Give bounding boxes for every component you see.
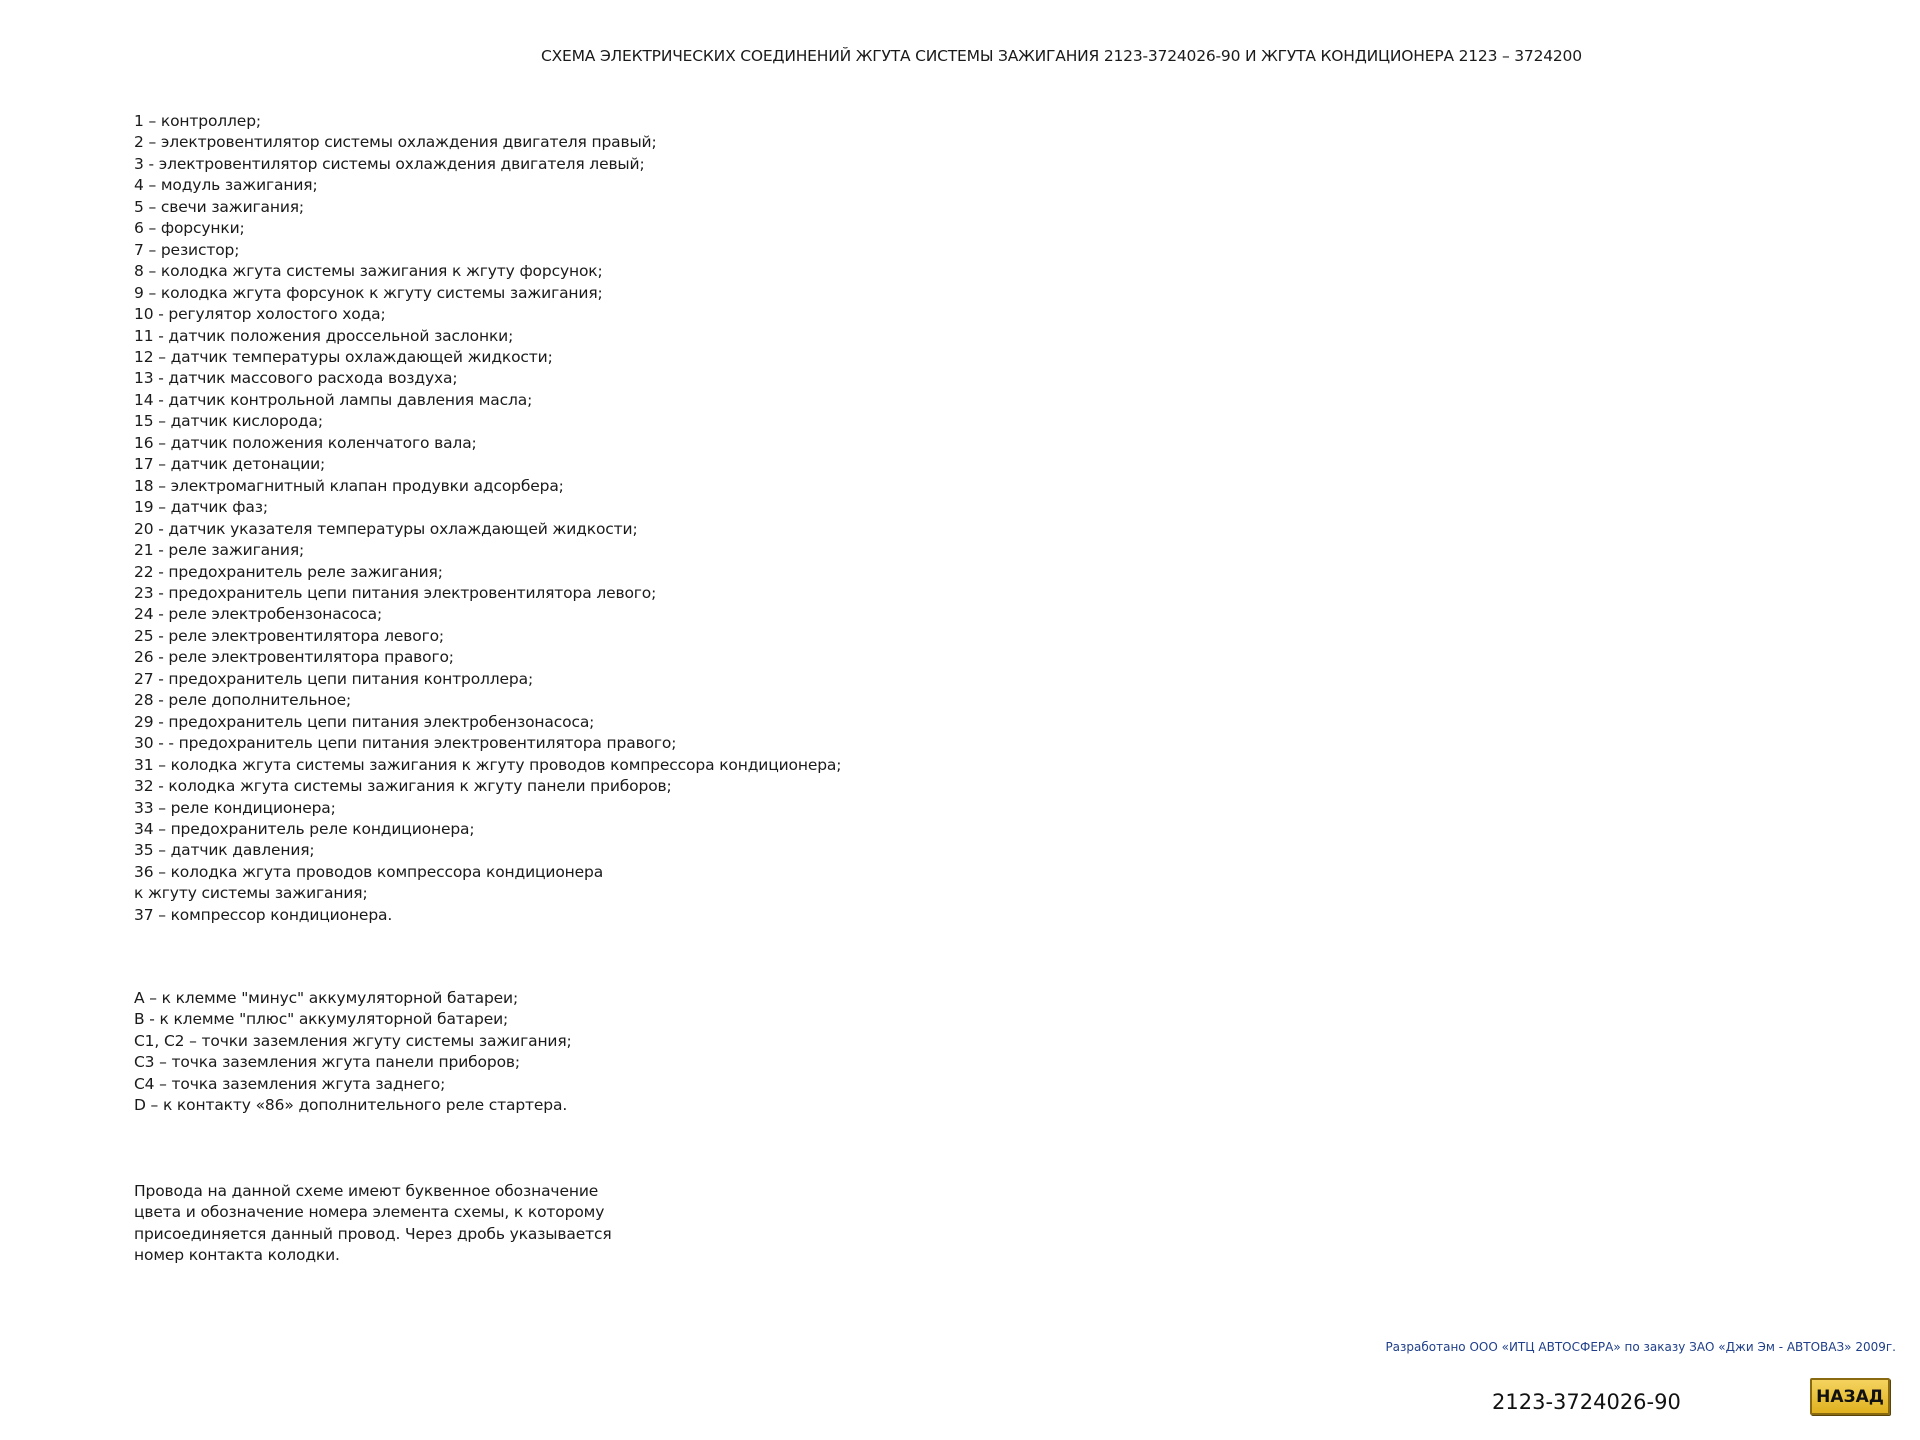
- legend-item: 19 – датчик фаз;: [134, 498, 268, 517]
- back-button[interactable]: НАЗАД: [1810, 1378, 1890, 1415]
- connection-point-item: C4 – точка заземления жгута заднего;: [134, 1074, 446, 1093]
- legend-item: 32 - колодка жгута системы зажигания к жгуту панели приборов;: [134, 777, 672, 796]
- legend-item: 4 – модуль зажигания;: [134, 176, 318, 195]
- legend-item: 30 - - предохранитель цепи питания электровентилятора правого;: [134, 734, 677, 753]
- legend-item: 2 – электровентилятор системы охлаждения двигателя правый;: [134, 133, 657, 152]
- legend-item: 22 - предохранитель реле зажигания;: [134, 562, 443, 581]
- connection-point-item: C1, C2 – точки заземления жгуту системы зажигания;: [134, 1031, 572, 1050]
- document-code: 2123-3724026-90: [1492, 1390, 1681, 1414]
- legend-item: 9 – колодка жгута форсунок к жгуту системы зажигания;: [134, 283, 603, 302]
- note-line: цвета и обозначение номера элемента схемы, к которому: [134, 1203, 605, 1222]
- legend-item: 13 - датчик массового расхода воздуха;: [134, 369, 458, 388]
- legend-item: 8 – колодка жгута системы зажигания к жгуту форсунок;: [134, 262, 603, 281]
- legend-item: 1 – контроллер;: [134, 112, 261, 130]
- legend-item: 5 – свечи зажигания;: [134, 197, 304, 216]
- legend-item: 24 - реле электробензонасоса;: [134, 605, 383, 624]
- legend-item: 27 - предохранитель цепи питания контроллера;: [134, 669, 534, 688]
- legend-item: 7 – резистор;: [134, 240, 240, 259]
- legend-item: 37 – компрессор кондиционера.: [134, 905, 393, 924]
- legend-item: к жгуту системы зажигания;: [134, 884, 368, 903]
- note-line: номер контакта колодки.: [134, 1246, 340, 1265]
- legend-item: 36 – колодка жгута проводов компрессора кондиционера: [134, 862, 604, 881]
- legend-item: 3 - электровентилятор системы охлаждения двигателя левый;: [134, 154, 645, 173]
- legend-item: 16 – датчик положения коленчатого вала;: [134, 433, 477, 452]
- legend-item: 20 - датчик указателя температуры охлаждающей жидкости;: [134, 519, 638, 538]
- legend-item: 12 – датчик температуры охлаждающей жидкости;: [134, 347, 553, 366]
- legend-item: 18 – электромагнитный клапан продувки адсорбера;: [134, 476, 564, 495]
- element-legend-list: [134, 111, 841, 926]
- connection-point-item: C3 – точка заземления жгута панели приборов;: [134, 1053, 520, 1072]
- legend-item: 35 – датчик давления;: [134, 841, 315, 860]
- legend-item: 31 – колодка жгута системы зажигания к жгуту проводов компрессора кондиционера;: [134, 755, 842, 774]
- page-title: СХЕМА ЭЛЕКТРИЧЕСКИХ СОЕДИНЕНИЙ ЖГУТА СИСТЕМЫ ЗАЖИГАНИЯ 2123-3724026-90 И ЖГУТА КОНДИЦИОНЕРА 2123 – 3724200: [541, 47, 1582, 65]
- legend-item: 23 - предохранитель цепи питания электровентилятора левого;: [134, 583, 657, 602]
- note-line: присоединяется данный провод. Через дробь указывается: [134, 1224, 612, 1243]
- connection-points-list: [134, 988, 572, 1117]
- legend-item: 14 - датчик контрольной лампы давления масла;: [134, 390, 533, 409]
- legend-item: 33 – реле кондиционера;: [134, 798, 336, 817]
- legend-item: 26 - реле электровентилятора правого;: [134, 648, 454, 667]
- legend-item: 21 - реле зажигания;: [134, 541, 305, 560]
- legend-item: 15 – датчик кислорода;: [134, 412, 323, 431]
- wire-notation-note: [134, 1181, 612, 1267]
- legend-item: 17 – датчик детонации;: [134, 455, 326, 474]
- legend-item: 25 - реле электровентилятора левого;: [134, 626, 445, 645]
- legend-item: 10 - регулятор холостого хода;: [134, 305, 386, 324]
- connection-point-item: A – к клемме "минус" аккумуляторной батареи;: [134, 989, 519, 1007]
- connection-point-item: B - к клемме "плюс" аккумуляторной батареи;: [134, 1010, 509, 1029]
- note-line: Провода на данной схеме имеют буквенное обозначение: [134, 1182, 599, 1200]
- connection-point-item: D – к контакту «86» дополнительного реле стартера.: [134, 1096, 568, 1115]
- legend-item: 28 - реле дополнительное;: [134, 691, 352, 710]
- legend-item: 29 - предохранитель цепи питания электробензонасоса;: [134, 712, 595, 731]
- legend-item: 11 - датчик положения дроссельной заслонки;: [134, 326, 514, 345]
- developer-credits: Разработано ООО «ИТЦ АВТОСФЕРА» по заказу ЗАО «Джи Эм - АВТОВАЗ» 2009г.: [1385, 1340, 1896, 1354]
- legend-item: 6 – форсунки;: [134, 219, 245, 238]
- legend-item: 34 – предохранитель реле кондиционера;: [134, 819, 475, 838]
